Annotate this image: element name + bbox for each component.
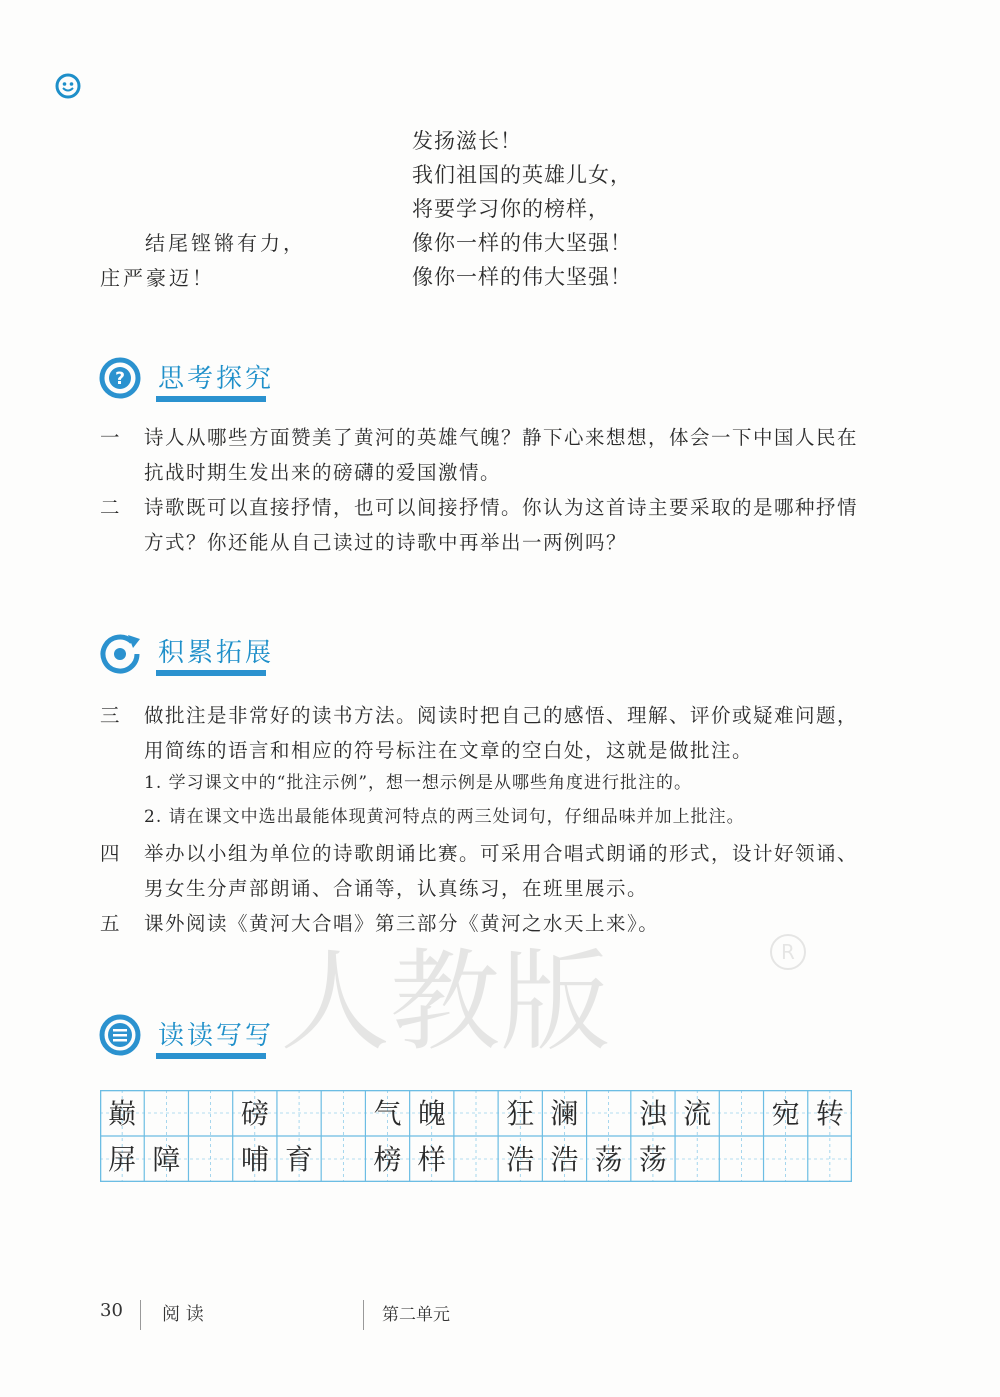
grid-character: 样	[417, 1143, 446, 1176]
section-underline	[156, 396, 266, 402]
grid-character: 魄	[417, 1097, 446, 1130]
question-text: 诗歌既可以直接抒情，也可以间接抒情。你认为这首诗主要采取的是哪种抒情方式？你还能从自己读过的诗歌中再举出一两例吗？	[144, 496, 859, 554]
svg-text:?: ?	[115, 369, 125, 389]
grid-character: 哺	[240, 1143, 269, 1176]
question-number: 三	[100, 704, 122, 727]
grid-character: 荡	[594, 1143, 623, 1176]
grid-character: 育	[285, 1143, 314, 1176]
question-text: 做批注是非常好的读书方法。阅读时把自己的感悟、理解、评价或疑难问题，用简练的语言和相应的符号标注在文章的空白处，这就是做批注。	[144, 704, 859, 762]
question-text: 课外阅读《黄河大合唱》第三部分《黄河之水天上来》。	[144, 912, 660, 935]
footer-divider	[140, 1300, 141, 1330]
vocab-writing-grid	[100, 1090, 852, 1182]
question-number: 一	[100, 426, 122, 449]
question-icon	[98, 356, 142, 400]
question-number: 五	[100, 912, 122, 935]
publisher-watermark	[260, 930, 820, 1060]
refresh-arrow-icon	[98, 630, 142, 674]
grid-character: 浊	[638, 1097, 667, 1130]
question-text: 举办以小组为单位的诗歌朗诵比赛。可采用合唱式朗诵的形式，设计好领诵、男女生分声部朗诵、合诵等，认真练习，在班里展示。	[144, 842, 859, 900]
section-title: 积累拓展	[158, 638, 275, 668]
question-text: 诗人从哪些方面赞美了黄河的英雄气魄？静下心来想想，体会一下中国人民在抗战时期生发出来的磅礴的爱国激情。	[144, 426, 859, 484]
sub-item: 2. 请在课文中选出最能体现黄河特点的两三处词句，仔细品味并加上批注。	[144, 807, 745, 827]
grid-character: 屏	[108, 1143, 137, 1176]
page-number: 30	[100, 1300, 123, 1321]
footer-divider	[363, 1300, 364, 1330]
footer-part: 阅 读	[162, 1304, 204, 1325]
grid-character: 榜	[373, 1143, 402, 1176]
sub-item: 1. 学习课文中的“批注示例”，想一想示例是从哪些角度进行批注的。	[144, 773, 693, 793]
svg-text:R: R	[781, 940, 795, 964]
section-underline	[156, 670, 266, 676]
poem-line: 发扬滋长！	[412, 129, 522, 153]
question-number: 四	[100, 842, 122, 865]
grid-character: 荡	[638, 1143, 667, 1176]
section-underline	[156, 1053, 266, 1059]
section-title: 读读写写	[158, 1021, 275, 1051]
poem-right-column	[412, 124, 632, 294]
watermark-logo: 人教版	[280, 938, 610, 1060]
grid-character: 宛	[771, 1097, 800, 1130]
grid-character: 流	[683, 1097, 712, 1130]
grid-character: 浩	[506, 1143, 535, 1176]
list-lines-icon	[98, 1013, 142, 1057]
poem-line: 像你一样的伟大坚强！	[412, 265, 632, 289]
grid-character: 巅	[108, 1097, 137, 1130]
annotation-line: 庄严豪迈！	[100, 266, 215, 290]
grid-character: 磅	[240, 1097, 269, 1130]
grid-character: 澜	[550, 1097, 579, 1130]
annotation-line: 结尾铿锵有力，	[145, 231, 306, 255]
footer-unit: 第二单元	[382, 1305, 450, 1325]
poem-line: 将要学习你的榜样，	[412, 197, 610, 221]
grid-character: 障	[152, 1143, 181, 1176]
grid-character: 浩	[550, 1143, 579, 1176]
grid-character: 转	[815, 1097, 844, 1130]
question-number: 二	[100, 496, 122, 519]
section-title: 思考探究	[158, 364, 275, 394]
grid-character: 狂	[506, 1097, 535, 1130]
poem-line: 我们祖国的英雄儿女，	[412, 163, 632, 187]
poem-line: 像你一样的伟大坚强！	[412, 231, 632, 255]
grid-character: 气	[373, 1097, 402, 1130]
smiley-icon	[55, 73, 81, 99]
